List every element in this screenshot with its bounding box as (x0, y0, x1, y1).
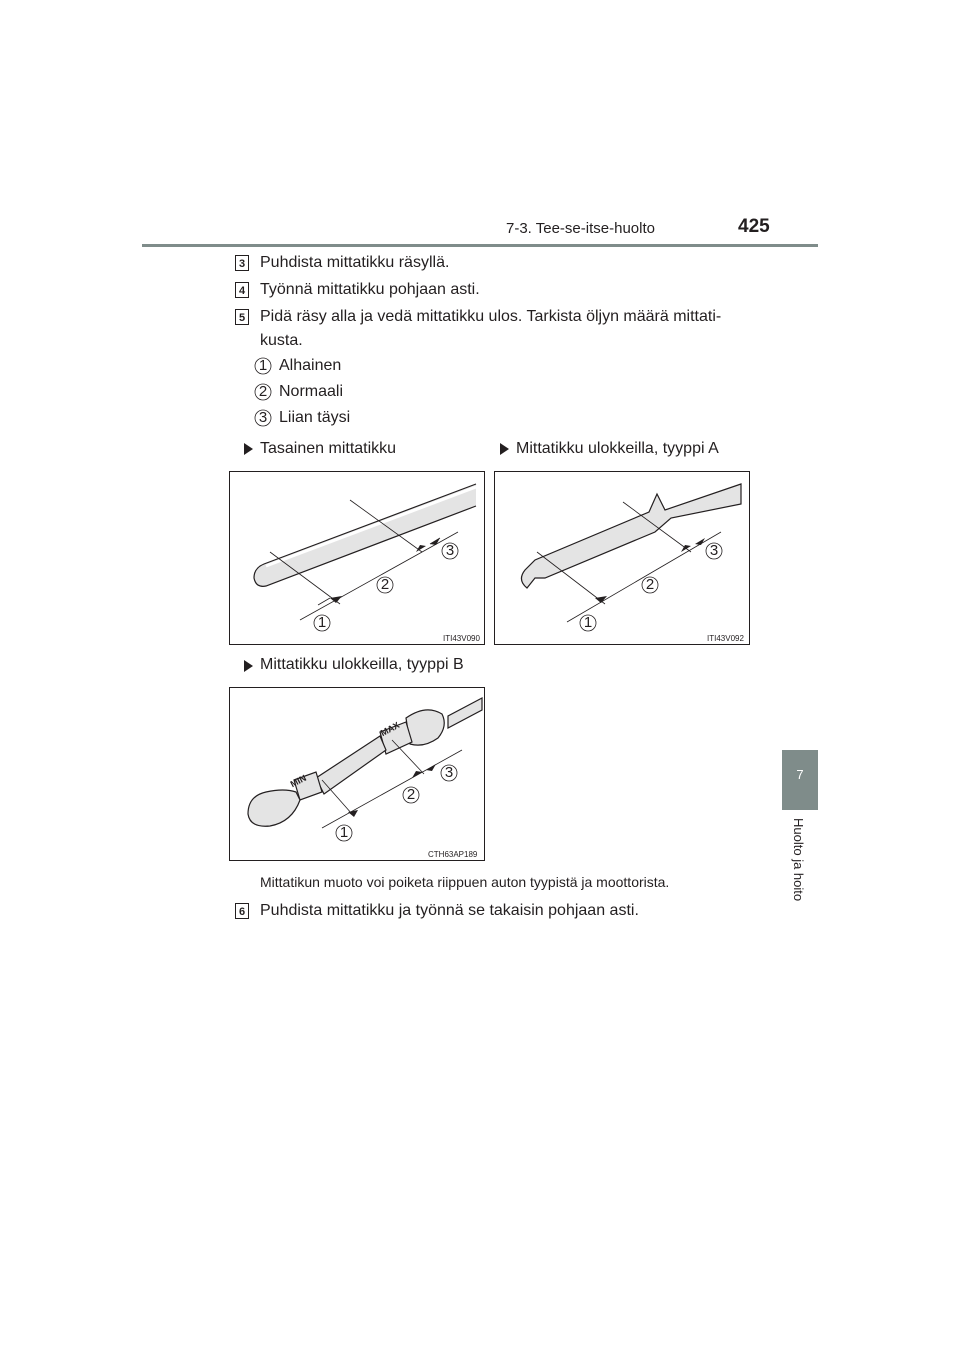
figure-caption-flat: Tasainen mittatikku (260, 440, 397, 457)
max-mark-label: MAX (378, 719, 402, 739)
figure-caption-type-a: Mittatikku ulokkeilla, tyyppi A (516, 440, 719, 457)
callout-normal: 2 (402, 786, 420, 804)
step-text-4: Työnnä mittatikku pohjaan asti. (260, 281, 480, 298)
figure-code: CTH63AP189 (428, 850, 478, 859)
callout-too-full: 3 (440, 764, 458, 782)
callout-low: 1 (313, 614, 331, 632)
caption-arrow-icon (500, 443, 509, 455)
callout-too-full: 3 (441, 542, 459, 560)
legend-number-2: 2 (254, 383, 272, 401)
legend-number-3: 3 (254, 409, 272, 427)
step-text-5-line2: kusta. (260, 332, 303, 349)
caption-arrow-icon (244, 443, 253, 455)
legend-text-low: Alhainen (279, 357, 342, 374)
figure-code: ITI43V090 (443, 634, 480, 643)
callout-too-full: 3 (705, 542, 723, 560)
figure-caption-type-b: Mittatikku ulokkeilla, tyyppi B (260, 656, 464, 673)
header-rule (142, 244, 818, 247)
callout-low: 1 (579, 614, 597, 632)
figure-flat-dipstick (229, 471, 485, 645)
step-number-6: 6 (235, 903, 249, 919)
chapter-tab: 7 (782, 750, 818, 810)
page-number: 425 (738, 216, 770, 237)
caption-arrow-icon (244, 660, 253, 672)
figure-type-b-dipstick (229, 687, 485, 861)
callout-normal: 2 (641, 576, 659, 594)
callout-normal: 2 (376, 576, 394, 594)
callout-low: 1 (335, 824, 353, 842)
figure-type-a-dipstick (494, 471, 750, 645)
step-number-5: 5 (235, 309, 249, 325)
section-title: 7-3. Tee-se-itse-huolto (506, 220, 655, 237)
legend-text-normal: Normaali (279, 383, 344, 400)
step-number-3: 3 (235, 255, 249, 271)
legend-number-1: 1 (254, 357, 272, 375)
note-text: Mittatikun muoto voi poiketa riippuen auton tyypistä ja moottorista. (260, 874, 670, 890)
legend-text-too-full: Liian täysi (279, 409, 351, 426)
step-text-3: Puhdista mittatikku räsyllä. (260, 254, 450, 271)
step-text-6: Puhdista mittatikku ja työnnä se takaisin pohjaan asti. (260, 902, 639, 919)
step-number-4: 4 (235, 282, 249, 298)
figure-code: ITI43V092 (707, 634, 744, 643)
step-text-5-line1: Pidä räsy alla ja vedä mittatikku ulos. Tarkista öljyn määrä mittati- (260, 308, 722, 325)
chapter-side-label: Huolto ja hoito (791, 818, 806, 902)
min-mark-label: MIN (288, 772, 308, 790)
